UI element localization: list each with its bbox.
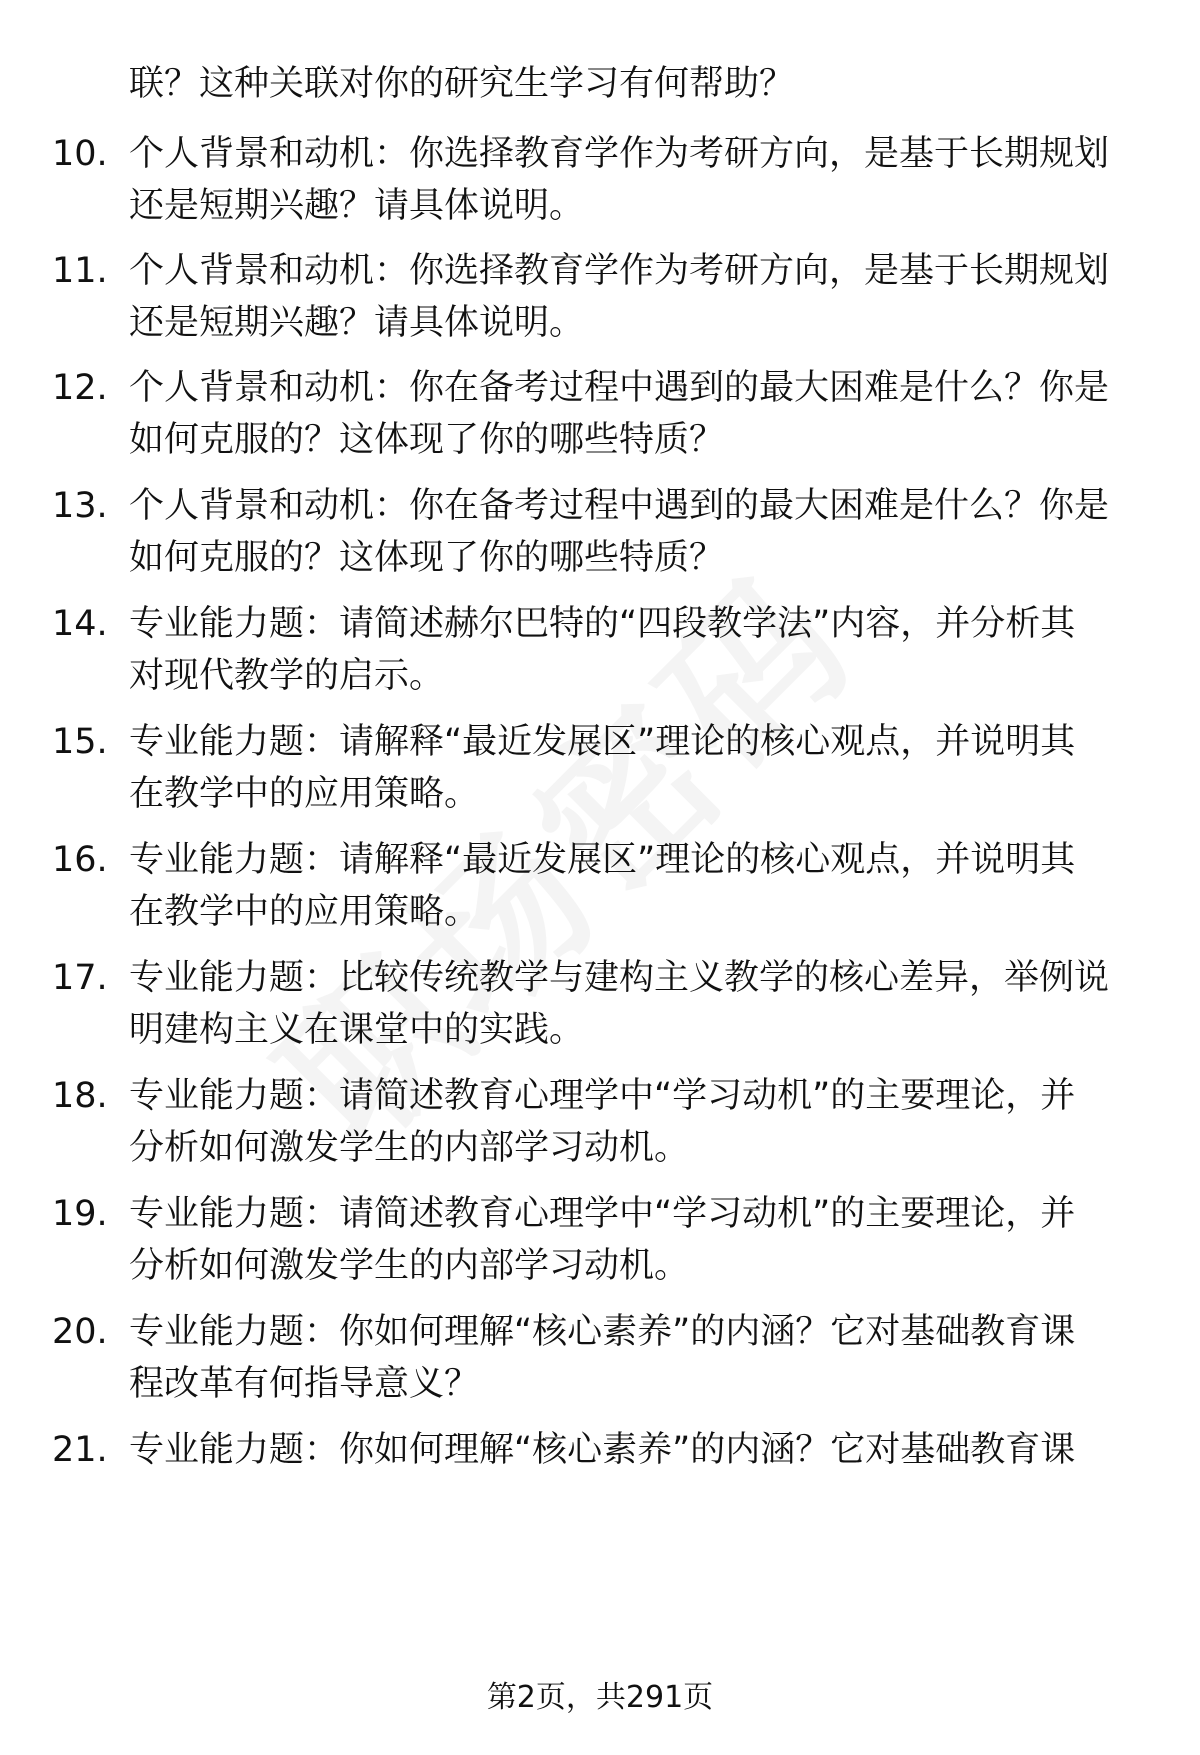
list-item	[0, 716, 1200, 820]
item-number: 10.	[52, 134, 108, 174]
item-number: 12.	[52, 368, 108, 408]
continuation-line: 联？这种关联对你的研究生学习有何帮助？	[129, 64, 795, 104]
page-number-footer: 第2页，共291页	[486, 1680, 714, 1715]
item-number: 16.	[52, 840, 108, 880]
item-number: 15.	[52, 722, 108, 762]
item-text-line1: 个人背景和动机：你选择教育学作为考研方向，是基于长期规划	[129, 134, 1110, 174]
list-item	[0, 1188, 1200, 1292]
item-text-line2: 在教学中的应用策略。	[129, 892, 480, 932]
item-text-line1: 个人背景和动机：你在备考过程中遇到的最大困难是什么？你是	[129, 368, 1110, 408]
item-text-line2: 程改革有何指导意义？	[129, 1364, 480, 1404]
item-text-line1: 专业能力题：请简述教育心理学中“学习动机”的主要理论，并	[129, 1194, 1076, 1234]
item-text-line2: 如何克服的？这体现了你的哪些特质？	[129, 538, 725, 578]
item-number: 20.	[52, 1312, 108, 1352]
list-item	[0, 128, 1200, 232]
list-item	[0, 245, 1200, 349]
item-text-line2: 还是短期兴趣？请具体说明。	[129, 303, 585, 343]
list-item	[0, 362, 1200, 466]
list-item	[0, 480, 1200, 584]
item-text-line2: 明建构主义在课堂中的实践。	[129, 1010, 585, 1050]
list-item	[0, 1424, 1200, 1528]
item-text-line1: 专业能力题：你如何理解“核心素养”的内涵？它对基础教育课	[129, 1430, 1076, 1470]
item-number: 13.	[52, 486, 108, 526]
list-item	[0, 834, 1200, 938]
item-text-line1: 专业能力题：比较传统教学与建构主义教学的核心差异，举例说	[129, 958, 1110, 998]
item-number: 19.	[52, 1194, 108, 1234]
item-text-line1: 专业能力题：你如何理解“核心素养”的内涵？它对基础教育课	[129, 1312, 1076, 1352]
item-text-line2: 还是短期兴趣？请具体说明。	[129, 186, 585, 226]
item-text-line1: 专业能力题：请解释“最近发展区”理论的核心观点，并说明其	[129, 840, 1076, 880]
item-number: 18.	[52, 1076, 108, 1116]
item-number: 14.	[52, 604, 108, 644]
item-text-line2: 分析如何激发学生的内部学习动机。	[129, 1128, 690, 1168]
item-text-line1: 个人背景和动机：你选择教育学作为考研方向，是基于长期规划	[129, 251, 1110, 291]
item-number: 17.	[52, 958, 108, 998]
item-text-line2: 分析如何激发学生的内部学习动机。	[129, 1246, 690, 1286]
item-number: 21.	[52, 1430, 108, 1470]
list-item	[0, 1306, 1200, 1410]
list-item	[0, 598, 1200, 702]
item-number: 11.	[52, 251, 108, 291]
item-text-line1: 专业能力题：请简述赫尔巴特的“四段教学法”内容，并分析其	[129, 604, 1076, 644]
list-item	[0, 1070, 1200, 1174]
item-text-line2: 对现代教学的启示。	[129, 656, 445, 696]
item-text-line1: 个人背景和动机：你在备考过程中遇到的最大困难是什么？你是	[129, 486, 1110, 526]
item-text-line2: 如何克服的？这体现了你的哪些特质？	[129, 420, 725, 460]
list-item	[0, 952, 1200, 1056]
item-text-line1: 专业能力题：请简述教育心理学中“学习动机”的主要理论，并	[129, 1076, 1076, 1116]
item-text-line2: 在教学中的应用策略。	[129, 774, 480, 814]
item-text-line1: 专业能力题：请解释“最近发展区”理论的核心观点，并说明其	[129, 722, 1076, 762]
